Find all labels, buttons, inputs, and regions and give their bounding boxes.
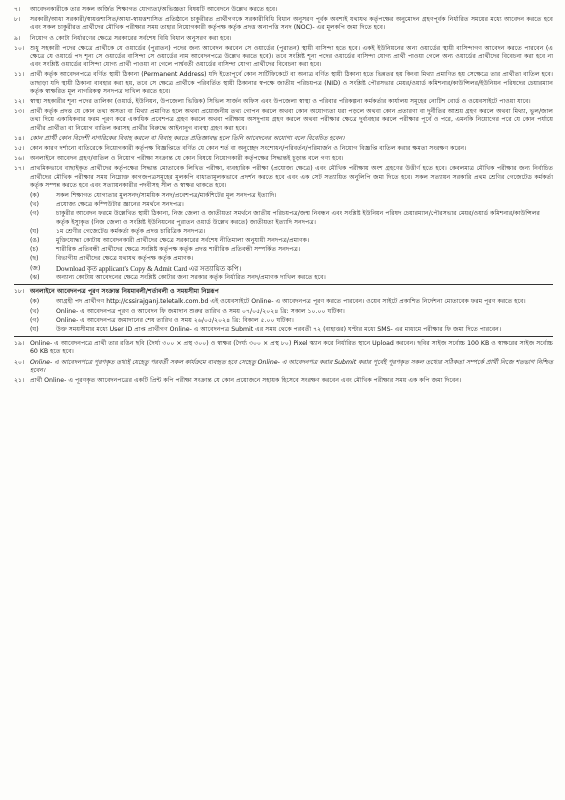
sub-item [30, 228, 553, 236]
sub-text: শারীরিক প্রতিবন্ধী প্রার্থীদের ক্ষেত্রে সংশ্লিষ্ট কর্তৃপক্ষ কর্তৃক প্রদত্ত শারীরিক প্রতিবন্ধী সম্পর্কিত সনদপত্র। [56, 246, 301, 254]
clause-item [14, 340, 553, 356]
clause-text: Online- এ আবেদনপত্রে প্রার্থী তার রঙিন ছবি (দৈর্ঘ্য ৩০০ × প্রস্থ ৩০০) ও স্বাক্ষর (দৈর্ঘ্য ৩০০ × প্রস্থ ৮০) Pixel স্ক্যান করে নির্ধারিত স্থানে Upload করবেন। ছবির সাইজ সর্বোচ্চ 100 KB ও স্বাক্ষরের সাইজ সর্বোচ্চ 60 KB হতে হবে। [30, 340, 553, 356]
sub-item [30, 237, 553, 245]
sub-text: Online- এ আবেদনপত্র পূরণ ও আবেদন ফি জমাদান শুরুর তারিখ ও সময় ০৭/০৫/২০২৪ খ্রি: সকাল ১০.০০ ঘটিকা। [56, 307, 345, 315]
sub-item [30, 326, 553, 334]
clause-text: প্রাথমিকভাবে বাছাইকৃত প্রার্থীদের কর্তৃপক্ষের সিদ্ধান্ত মোতাবেক লিখিত পরীক্ষা, ব্যবহারিক পরীক্ষা (প্রযোজ্য ক্ষেত্রে) এবং মৌখিক পরীক্ষায় অংশ গ্রহণের উত্তীর্ণ হতে হবে। কেবলমাত্র মৌখিক পরীক্ষার জন্য নির্বাচিত প্রার্থীদের মৌখিক পরীক্ষার সময় নিম্নোক্ত কাগজপত্রসমূহের মূলকপি বাধ্যতামূলকভাবে প্রদর্শন করতে হবে এবং এক সেট সত্যায়িত অনুলিপি জমা দিতে হবে। সকল সত্যায়ন সরকারি প্রথম শ্রেণির গেজেটেড কর্মকর্তা কর্তৃক সম্পন্ন করতে হবে এবং সত্যায়নকারীর পদবীসহ সীল ও স্বাক্ষর থাকতে হবে। [30, 165, 553, 189]
clause-text: প্রার্থী কর্তৃক আবেদনপত্রে বর্ণিত স্থায়ী ঠিকানা (Permanent Address) যদি ইতোপূর্বে কোন সার্টিফিকেটে বা অন্যত্র বর্ণিত স্থায়ী ঠিকানা হতে ভিন্নতর হয় কিংবা মিথ্যা প্রমাণিত হয় সেক্ষেত্রে তার প্রার্থীতা বাতিল হবে। তাছাড়া যদি স্থায়ী ঠিকানা ব্যবহার করা হয়, তবে সে ক্ষেত্রে প্রার্থীকে পরিবর্তিত স্থায়ী ঠিকানার স্বপক্ষে জাতীয় পরিচয়পত্র (NID) ও সংশ্লিষ্ট পৌরসভার মেয়র/ওয়ার্ড কমিশনার/কাউন্সিলর/ইউনিয়ন পরিষদের চেয়ারম্যান কর্তৃক স্বাক্ষরিত মূল নাগরিকত্ব সনদপত্র দাখিল করতে হবে। [30, 71, 553, 95]
clause-item [14, 45, 553, 70]
clause-number: ৮। [14, 16, 21, 24]
sub-label: (ক) [30, 298, 40, 306]
sub-text: Online- এ আবেদনপত্র জমাদানের শেষ তারিখ ও সময় ২৬/০৫/২০২৪ খ্রি: বিকাল ৫.০০ ঘটিকা। [56, 316, 294, 324]
sub-item [30, 192, 553, 200]
sub-text: উক্ত সময়সীমার মধ্যে User ID প্রাপ্ত প্রার্থীগণ Online- এ আবেদনপত্র Submit এর সময় থেকে পরবর্তী ৭২ (বাহাত্তর) ঘণ্টার মধ্যে SMS- এর মাধ্যমে পরীক্ষার ফি জমা দিতে পারবেন। [56, 325, 502, 333]
clause-text: অনলাইনে আবেদন গ্রহণ/বাতিল ও নিয়োগ পরীক্ষা সংক্রান্ত যে কোন বিষয়ে নিয়োগকারী কর্তৃপক্ষের সিদ্ধান্তই চূড়ান্ত বলে গণ্য হবে। [30, 155, 344, 163]
sub-item [30, 298, 553, 306]
sub-label: (ঝ) [30, 273, 40, 281]
sub-item [30, 308, 553, 316]
clause-item [14, 377, 553, 385]
clause-number: ১৩। [14, 108, 25, 116]
sub-text: মুক্তিযোদ্ধা কোটায় আবেদনকারী প্রার্থীদের ক্ষেত্রে সরকারের সর্বশেষ নীতিমালা অনুযায়ী সনদপত্র/প্রমাণক। [56, 237, 310, 245]
clause-item [14, 71, 553, 96]
clause-item [14, 108, 553, 133]
clause-text: সরকারী/আধা সরকারী/স্বায়ত্তশাসিত/আধা-স্বায়ত্তশাসিত প্রতিষ্ঠানে চাকুরীরত প্রার্থীগণকে সরকারীবিধি বিধান অনুসরণ পূর্বক অবশ্যই যথাযথ কর্তৃপক্ষের অনুমোদন গ্রহণপূর্বক নির্ধারিত সময়ের মধ্যে আবেদন করতে হবে এবং সকল চাকুরীরত প্রার্থীদের মৌখিক পরীক্ষার সময় তাহার নিয়োগকারী কর্তৃপক্ষ কর্তৃক প্রদত্ত অনাপত্তি সনদ (NOC)- এর মূলকপি জমা দিতে হবে। [30, 16, 553, 32]
sub-label: (ক) [30, 192, 40, 200]
divider-top [14, 284, 553, 285]
clause-number: ১১। [14, 71, 25, 79]
sub-label: (খ) [30, 201, 39, 209]
sub-item [30, 246, 553, 254]
clause-number: ৭। [14, 6, 21, 13]
clause-text: আবেদনকারীকে তার সকল অর্জিত শিক্ষাগত যোগ্যতা/অভিজ্ঞতা বিষয়টি আবেদনে উল্লেখ করতে হবে। [30, 6, 278, 13]
document-checklist [14, 192, 553, 282]
clause-number: ৯। [14, 34, 21, 42]
sub-text: প্রযোজ্য ক্ষেত্রে কম্পিউটার জ্ঞানের সমর্থনে সনদপত্র। [56, 201, 184, 209]
clause-number: ১৯। [14, 340, 25, 348]
clause-item [14, 6, 553, 14]
sub-label: (জ) [30, 264, 41, 272]
clause-text: প্রার্থী কর্তৃক প্রদত্ত যে কোন তথ্য অসত্য বা মিথ্যা প্রমাণিত হলে অথবা প্রয়োজনীয় তথ্য গোপন করলে অথবা কোন অযোগ্যতা ধরা পড়লে অথবা কোন প্রতারণা বা দুর্নীতির আশ্রয় গ্রহণ করলে অথবা মিথ্যা, ভুল/জাল তথ্য দিয়ে একাধিকবার ফরম পূরণ করে একাধিক প্রবেশপত্র গ্রহণ করলে অথবা পরীক্ষায় অসদুপায় গ্রহণ করলে অথবা পরীক্ষার ক্ষেত্রে দুর্ব্যবহার করলে পরীক্ষার পূর্বে ও পরে, এমনকি নিয়োগের পরে যে কোন পর্যায়ে প্রার্থীর প্রার্থীতা বা নিয়োগ বাতিল করাসহ প্রার্থীর বিরুদ্ধে আইনানুগ ব্যবস্থা গ্রহণ করা হবে। [30, 108, 553, 132]
clause-number: ১৫। [14, 145, 25, 153]
clause-item [14, 16, 553, 32]
online-application-rules [14, 298, 553, 334]
sub-label: (ঙ) [30, 237, 40, 245]
sub-text: চাকুরীর আবেদন ফরমে উল্লেখিত স্থায়ী ঠিকানা, নিজ জেলা ও জাতীয়তা সমর্থনে জাতীয় পরিচয়পত্র/জন্ম নিবন্ধন এবং সংশ্লিষ্ট ইউনিয়ন পরিষদ চেয়ারম্যান/পৌরসভার মেয়র/ওয়ার্ড কমিশনার/কাউন্সিলর কর্তৃক ইস্যুকৃত (নিজ জেলা ও সংশ্লিষ্ট ইউনিয়নের পুরাতন ওয়ার্ড উল্লেখ করতে) জাতীয়তা ইত্যাদি সনদপত্র। [56, 210, 540, 226]
clause-item [14, 155, 553, 163]
sub-text: সকল শিক্ষাগত যোগ্যতার মুলসনদ/সাময়িক সনদ/প্রবেশপত্র/মার্কশিটের মূল সনদপত্র ইত্যাদি। [56, 192, 277, 200]
sub-label: (গ) [30, 210, 39, 218]
clause-text: স্বাস্থ্য সহকারীর শূন্য পদের তালিকা (ওয়ার্ড, ইউনিয়ন, উপজেলা ভিত্তিক) সিভিল সার্জন অফিস এবং উপজেলা স্বাস্থ্য ও পরিবার পরিকল্পনা কর্মকর্তার কার্যালয় সমূহের নোটিশ বোর্ড ও ওয়েবসাইটে পাওয়া যাবে। [30, 98, 531, 106]
numbered-clauses [14, 6, 553, 190]
sub-text: ১ম শ্রেণীর গেজেটেড কর্মকর্তা কর্তৃক প্রদত্ত চারিত্রিক সনদপত্র। [56, 227, 206, 235]
clause-number: ২১। [14, 376, 25, 384]
sub-item [30, 201, 553, 209]
clause-text: প্রার্থী Online- এ পূরণকৃত আবেদনপত্রের একটি প্রিন্ট কপি পরীক্ষা সংক্রান্ত যে কোন প্রয়োজনে সহায়ক হিসেবে সংরক্ষণ করবেন এবং মৌখিক পরীক্ষার সময় এক কপি জমা দিবেন। [30, 376, 462, 384]
section-18 [14, 288, 553, 296]
clause-text: কোন প্রার্থী কোন বিদেশী নাগরিকের বিবাহ করলে বা বিবাহ করতে প্রতিজ্ঞাবদ্ধ হলে তিনি আবেদনের অযোগ্য বলে বিবেচিত হবেন। [30, 134, 345, 142]
sub-item [30, 317, 553, 325]
sub-label: (ঘ) [30, 227, 39, 235]
clause-number: ১০। [14, 44, 25, 52]
sub-label: (ঘ) [30, 325, 39, 333]
sub-label: (চ) [30, 246, 39, 254]
clause-item [14, 98, 553, 106]
section-heading: অনলাইনে আবেদনপত্র পূরণ সংক্রান্ত নিয়মাবলী/শর্তাবলী ও সময়সীমা নিম্নরূপ [30, 288, 219, 296]
clause-item [14, 165, 553, 190]
clause-item [14, 145, 553, 153]
clause-number: ১৪। [14, 134, 25, 142]
clause-text: শুধু সহকারী পদের ক্ষেত্রে প্রার্থীকে যে ওয়ার্ডের (পুরাতন) পদের জন্য আবেদন করবেন সে ওয়ার্ডের (পুরাতন) স্থায়ী বাসিন্দা হতে হবে। একই ইউনিয়নের অন্য ওয়ার্ডের স্থায়ী বাসিন্দাগণ আবেদন করতে পারবেন (এ ক্ষেত্রে যে ওয়ার্ডে পদ শূন্য সে ওয়ার্ডের বাসিন্দা সে ওয়ার্ডের নাম আবেদনপত্রে উল্লেখ করতে হবে)। তবে সংশ্লিষ্ট শূন্য পদের ওয়ার্ডের বাসিন্দা যোগ্য প্রার্থী পাওয়া গেলে অন্য ওয়ার্ডের প্রার্থীদের বিবেচনা করা হবে না এবং সংশ্লিষ্ট ওয়ার্ডের বাসিন্দা যোগ্য প্রার্থী পাওয়া না গেলে পার্শ্ববর্তী ওয়ার্ডের বাসিন্দা যোগ্য প্রার্থীদের বিবেচনা করা হবে। [30, 44, 553, 69]
sub-label: (গ) [30, 316, 39, 324]
clause-item [14, 135, 553, 143]
sub-label: (ছ) [30, 255, 39, 263]
clause-number: ১৭। [14, 165, 25, 173]
divider-bottom [14, 336, 553, 337]
clause-item [14, 35, 553, 43]
sub-text: আগ্রহী পদ প্রার্থীগণ http://cssirajganj.teletalk.com.bd এই ওয়েবসাইটে Online- এ আবেদনপত্র পূরণ করতে পারবেন। ওয়েব সাইটে প্রকাশিত নির্দেশনা মোতাবেক ফরম পূরণ করতে হবে। [56, 298, 526, 306]
sub-text: অন্যান্য কোটায় আবেদনের ক্ষেত্রে সংশ্লিষ্ট কোটার জন্য সরকার কর্তৃক নির্ধারিত সনদ/প্রমাণক দাখিল করতে হবে। [56, 273, 326, 281]
sub-label: (খ) [30, 307, 39, 315]
clause-text: নিয়োগ ও কোটা নির্ধারণের ক্ষেত্রে সরকারের সর্বশেষ বিধি বিধান অনুসরণ করা হবে। [30, 34, 232, 42]
sub-item [30, 265, 553, 273]
clause-number: ১৬। [14, 155, 25, 163]
sub-item [30, 255, 553, 263]
clause-number: ১৮। [14, 288, 25, 296]
sub-item [30, 210, 553, 226]
clause-number: ২০। [14, 358, 25, 366]
sub-text: বিভাগীয় প্রার্থীদের ক্ষেত্রে যথাযথ কর্তৃপক্ষ কর্তৃক প্রমাণক। [56, 255, 194, 263]
sub-text: Download কৃত applicant's Copy & Admit Card এর সত্যায়িত কপি। [56, 264, 242, 273]
clause-number: ১২। [14, 98, 25, 106]
clause-text: কোন কারণ দর্শানো ব্যতিরেকে নিয়োগকারী কর্তৃপক্ষ বিজ্ঞপ্তিতে বর্ণিত যে কোন শর্ত বা অনুচ্ছেদ সংশোধন/পরিবর্তন/পরিমার্জন ও নিয়োগ বিজ্ঞপ্তি বাতিল করার ক্ষমতা সংরক্ষণ করেন। [30, 145, 467, 153]
clause-item [14, 359, 553, 375]
sub-item [30, 274, 553, 282]
final-clauses [14, 340, 553, 385]
clause-text: Online- এ আবেদনপত্রে পূরণকৃত তথ্যই যেহেতু পরবর্তী সকল কার্যক্রমে ব্যবহৃত হবে সেহেতু Online- এ আবেদনপত্র করার Submit করার পূর্বেই পূরণকৃত সকল তথ্যের সঠিকতা সম্পর্কে প্রার্থী নিজে শতভাগ নিশ্চিত হবেন। [30, 358, 553, 374]
